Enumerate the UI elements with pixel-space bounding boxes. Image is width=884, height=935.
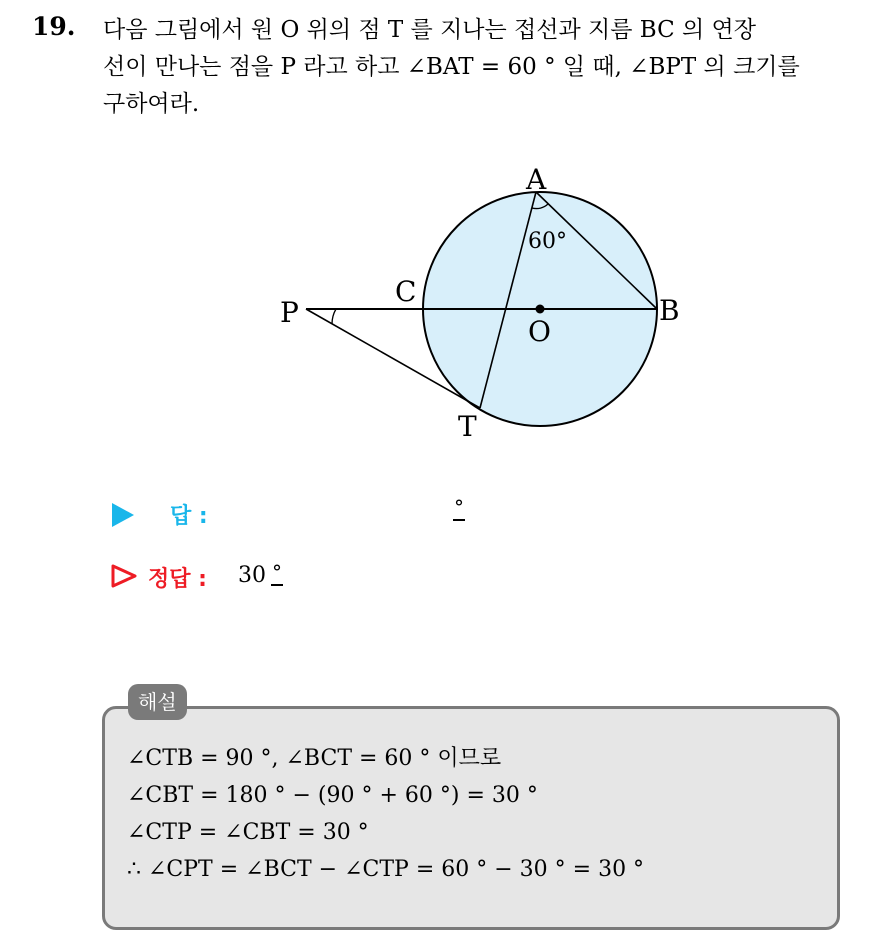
question-number: 19. <box>32 12 76 41</box>
correct-answer-unit: ° <box>272 560 282 584</box>
answer-label: 답 : <box>170 504 208 529</box>
label-p: P <box>280 296 299 329</box>
triangle-outline-icon <box>110 563 138 589</box>
answer-unit: ° <box>454 495 464 519</box>
solution-line: ∠CTP = ∠CBT = 30 ° <box>127 820 369 845</box>
solution-line: ∠CTB = 90 °, ∠BCT = 60 ° 이므로 <box>127 746 502 771</box>
label-b: B <box>659 294 680 327</box>
play-triangle-icon <box>112 503 134 527</box>
geometry-figure <box>270 150 690 450</box>
solution-tab: 해설 <box>128 684 187 720</box>
solution-line: ∴ ∠CPT = ∠BCT − ∠CTP = 60 ° − 30 ° = 30 ° <box>127 857 645 882</box>
angle-arc-p <box>332 309 336 324</box>
label-c: C <box>395 275 417 308</box>
center-point-o <box>536 305 545 314</box>
correct-answer-label: 정답 : <box>148 567 207 592</box>
question-text <box>103 12 868 123</box>
label-t: T <box>458 410 477 443</box>
answer-row <box>108 495 508 535</box>
solution-line: ∠CBT = 180 ° − (90 ° + 60 °) = 30 ° <box>127 783 538 808</box>
angle-label-60: 60° <box>528 229 567 254</box>
question-line: 선이 만나는 점을 P 라고 하고 ∠BAT = 60 ° 일 때, ∠BPT 의 크기를 <box>103 54 800 80</box>
correct-answer-row <box>108 558 508 598</box>
label-a: A <box>526 163 547 196</box>
solution-text <box>127 740 644 888</box>
question-line: 구하여라. <box>103 91 200 117</box>
question-line: 다음 그림에서 원 O 위의 점 T 를 지나는 접선과 지름 BC 의 연장 <box>103 17 756 43</box>
correct-answer-value: 30 <box>238 563 266 588</box>
label-o: O <box>528 315 551 348</box>
